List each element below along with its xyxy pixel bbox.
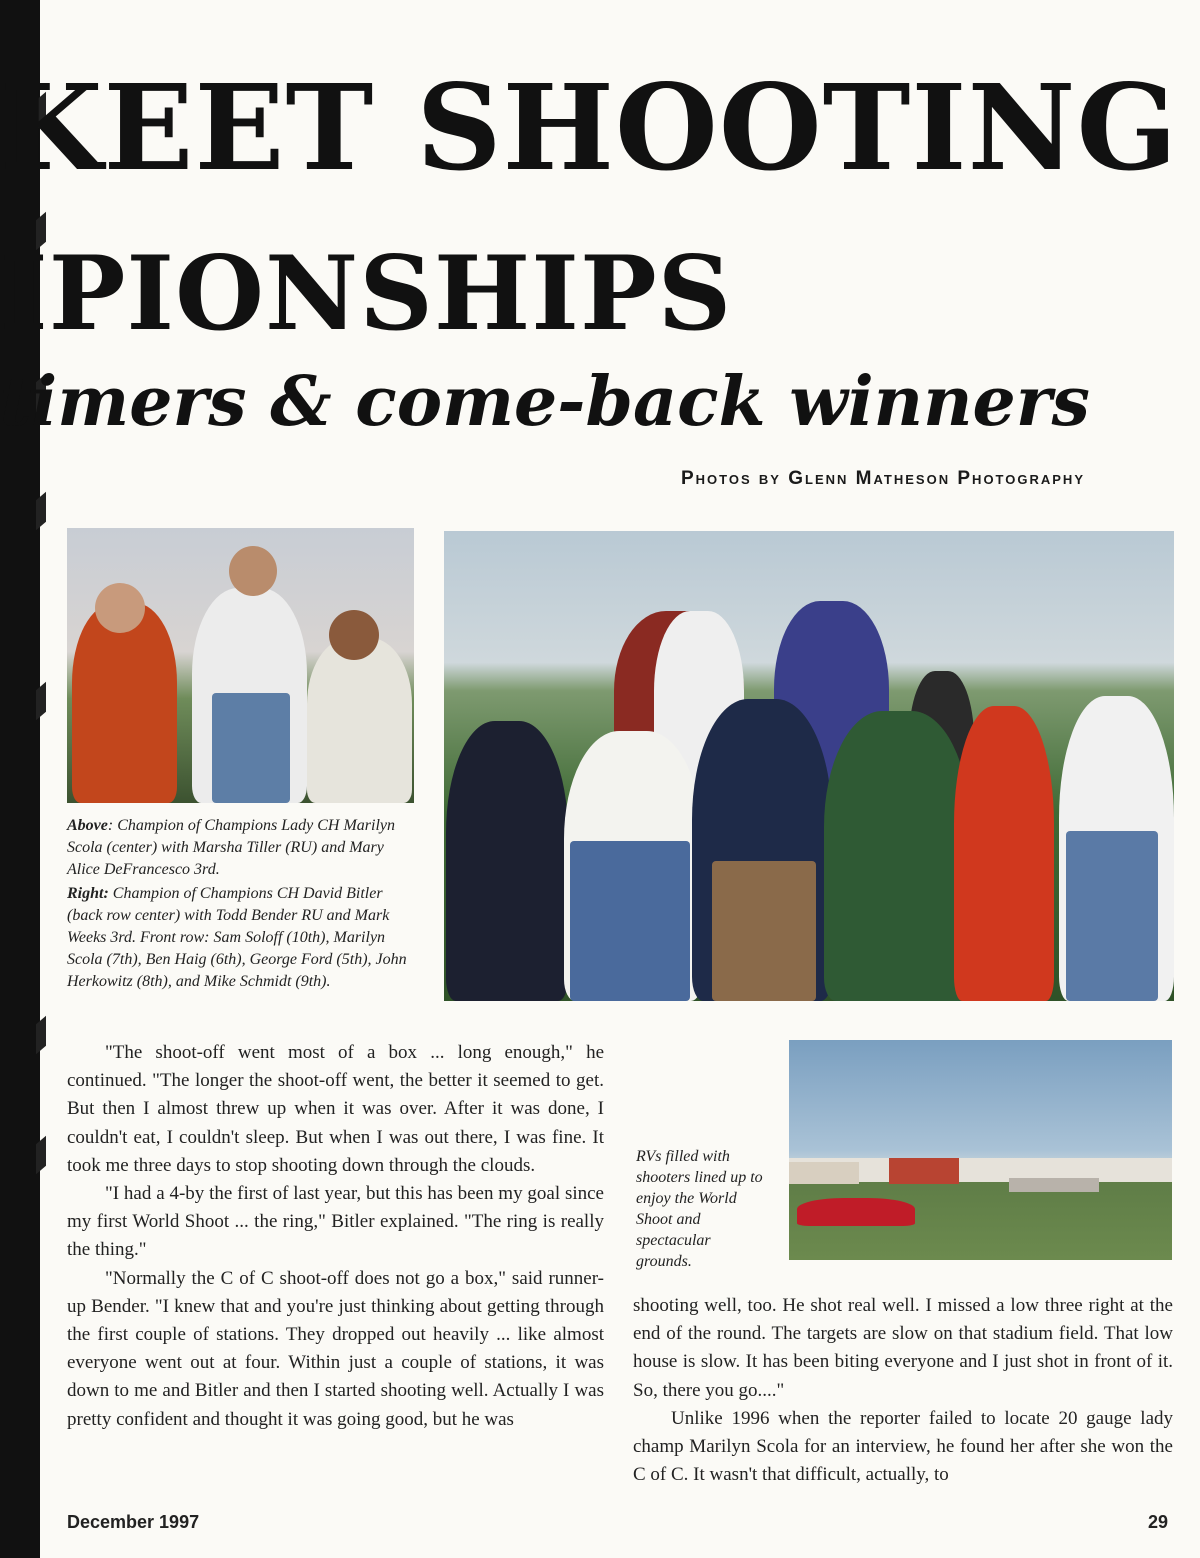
article-column-right [633, 1292, 1173, 1489]
article-paragraph: "I had a 4-by the first of last year, but this has been my goal since my first World Shoot ... the ring," Bitler explained. "The ring is really the thing." [67, 1183, 604, 1261]
article-column-left [67, 1039, 604, 1434]
subheadline: timers & come-back winners [0, 362, 1090, 442]
photo-rv-grounds [789, 1040, 1172, 1260]
page-number: 29 [1147, 1512, 1168, 1532]
article-paragraph: "The shoot-off went most of a box ... long enough," he continued. "The longer the shoot-off went, the better it seemed to get. But then I almost threw up when it was over. After it was done, I couldn't eat, I couldn't sleep. But when I was out there, I was fine. It took me three days to stop shooting down through the clouds. [67, 1042, 604, 1176]
article-paragraph: Unlike 1996 when the reporter failed to locate 20 gauge lady champ Marilyn Scola for an interview, he found her after she won the C of C. It wasn't that difficult, actually, to [633, 1407, 1173, 1486]
article-paragraph: "Normally the C of C shoot-off does not go a box," said runner-up Bender. "I knew that and you're just thinking about getting through the first couple of stations. They dropped out heavily ... like almost everyone went out at four. Within just a couple of stations, it was down to me and Bitler and then I started shooting well. Actually I was pretty confident and thought it was going good, but he was [67, 1267, 604, 1430]
caption-above-label: Above [67, 817, 108, 834]
caption-rv: RVs filled with shooters lined up to enjoy the World Shoot and spectacular grounds. [636, 1148, 763, 1270]
binding-mark [36, 682, 46, 720]
caption-above-text: : Champion of Champions Lady CH Marilyn Scola (center) with Marsha Tiller (RU) and Mary Alice DeFrancesco 3rd. [67, 817, 395, 878]
photo-credit: Photos by Glenn Matheson Photography [680, 468, 1085, 489]
footer-date: December 1997 [67, 1512, 200, 1532]
binding-mark [36, 1016, 46, 1054]
article-paragraph: shooting well, too. He shot real well. I missed a low three right at the end of the round. The targets are slow on that stadium field. That low house is slow. It has been biting everyone and I just shot in front of it. So, there you go...." [633, 1295, 1173, 1401]
caption-right-text: Champion of Champions CH David Bitler (back row center) with Todd Bender RU and Mark Weeks 3rd. Front row: Sam Soloff (10th), Marilyn Scola (7th), Ben Haig (6th), George Ford (5th), John Herkowitz (8th), and Mike Schmidt (9th). [67, 885, 407, 990]
caption-right [67, 883, 417, 993]
photo-lady-champions [67, 528, 414, 803]
caption-right-label: Right: [67, 885, 109, 902]
binding-mark [36, 1136, 46, 1174]
headline-line-2: IPIONSHIPS [0, 234, 733, 354]
headline-line-1: KEET SHOOTING [0, 58, 1179, 197]
caption-above [67, 815, 417, 881]
photo-champion-of-champions-group [444, 531, 1174, 1001]
binding-mark [36, 492, 46, 530]
